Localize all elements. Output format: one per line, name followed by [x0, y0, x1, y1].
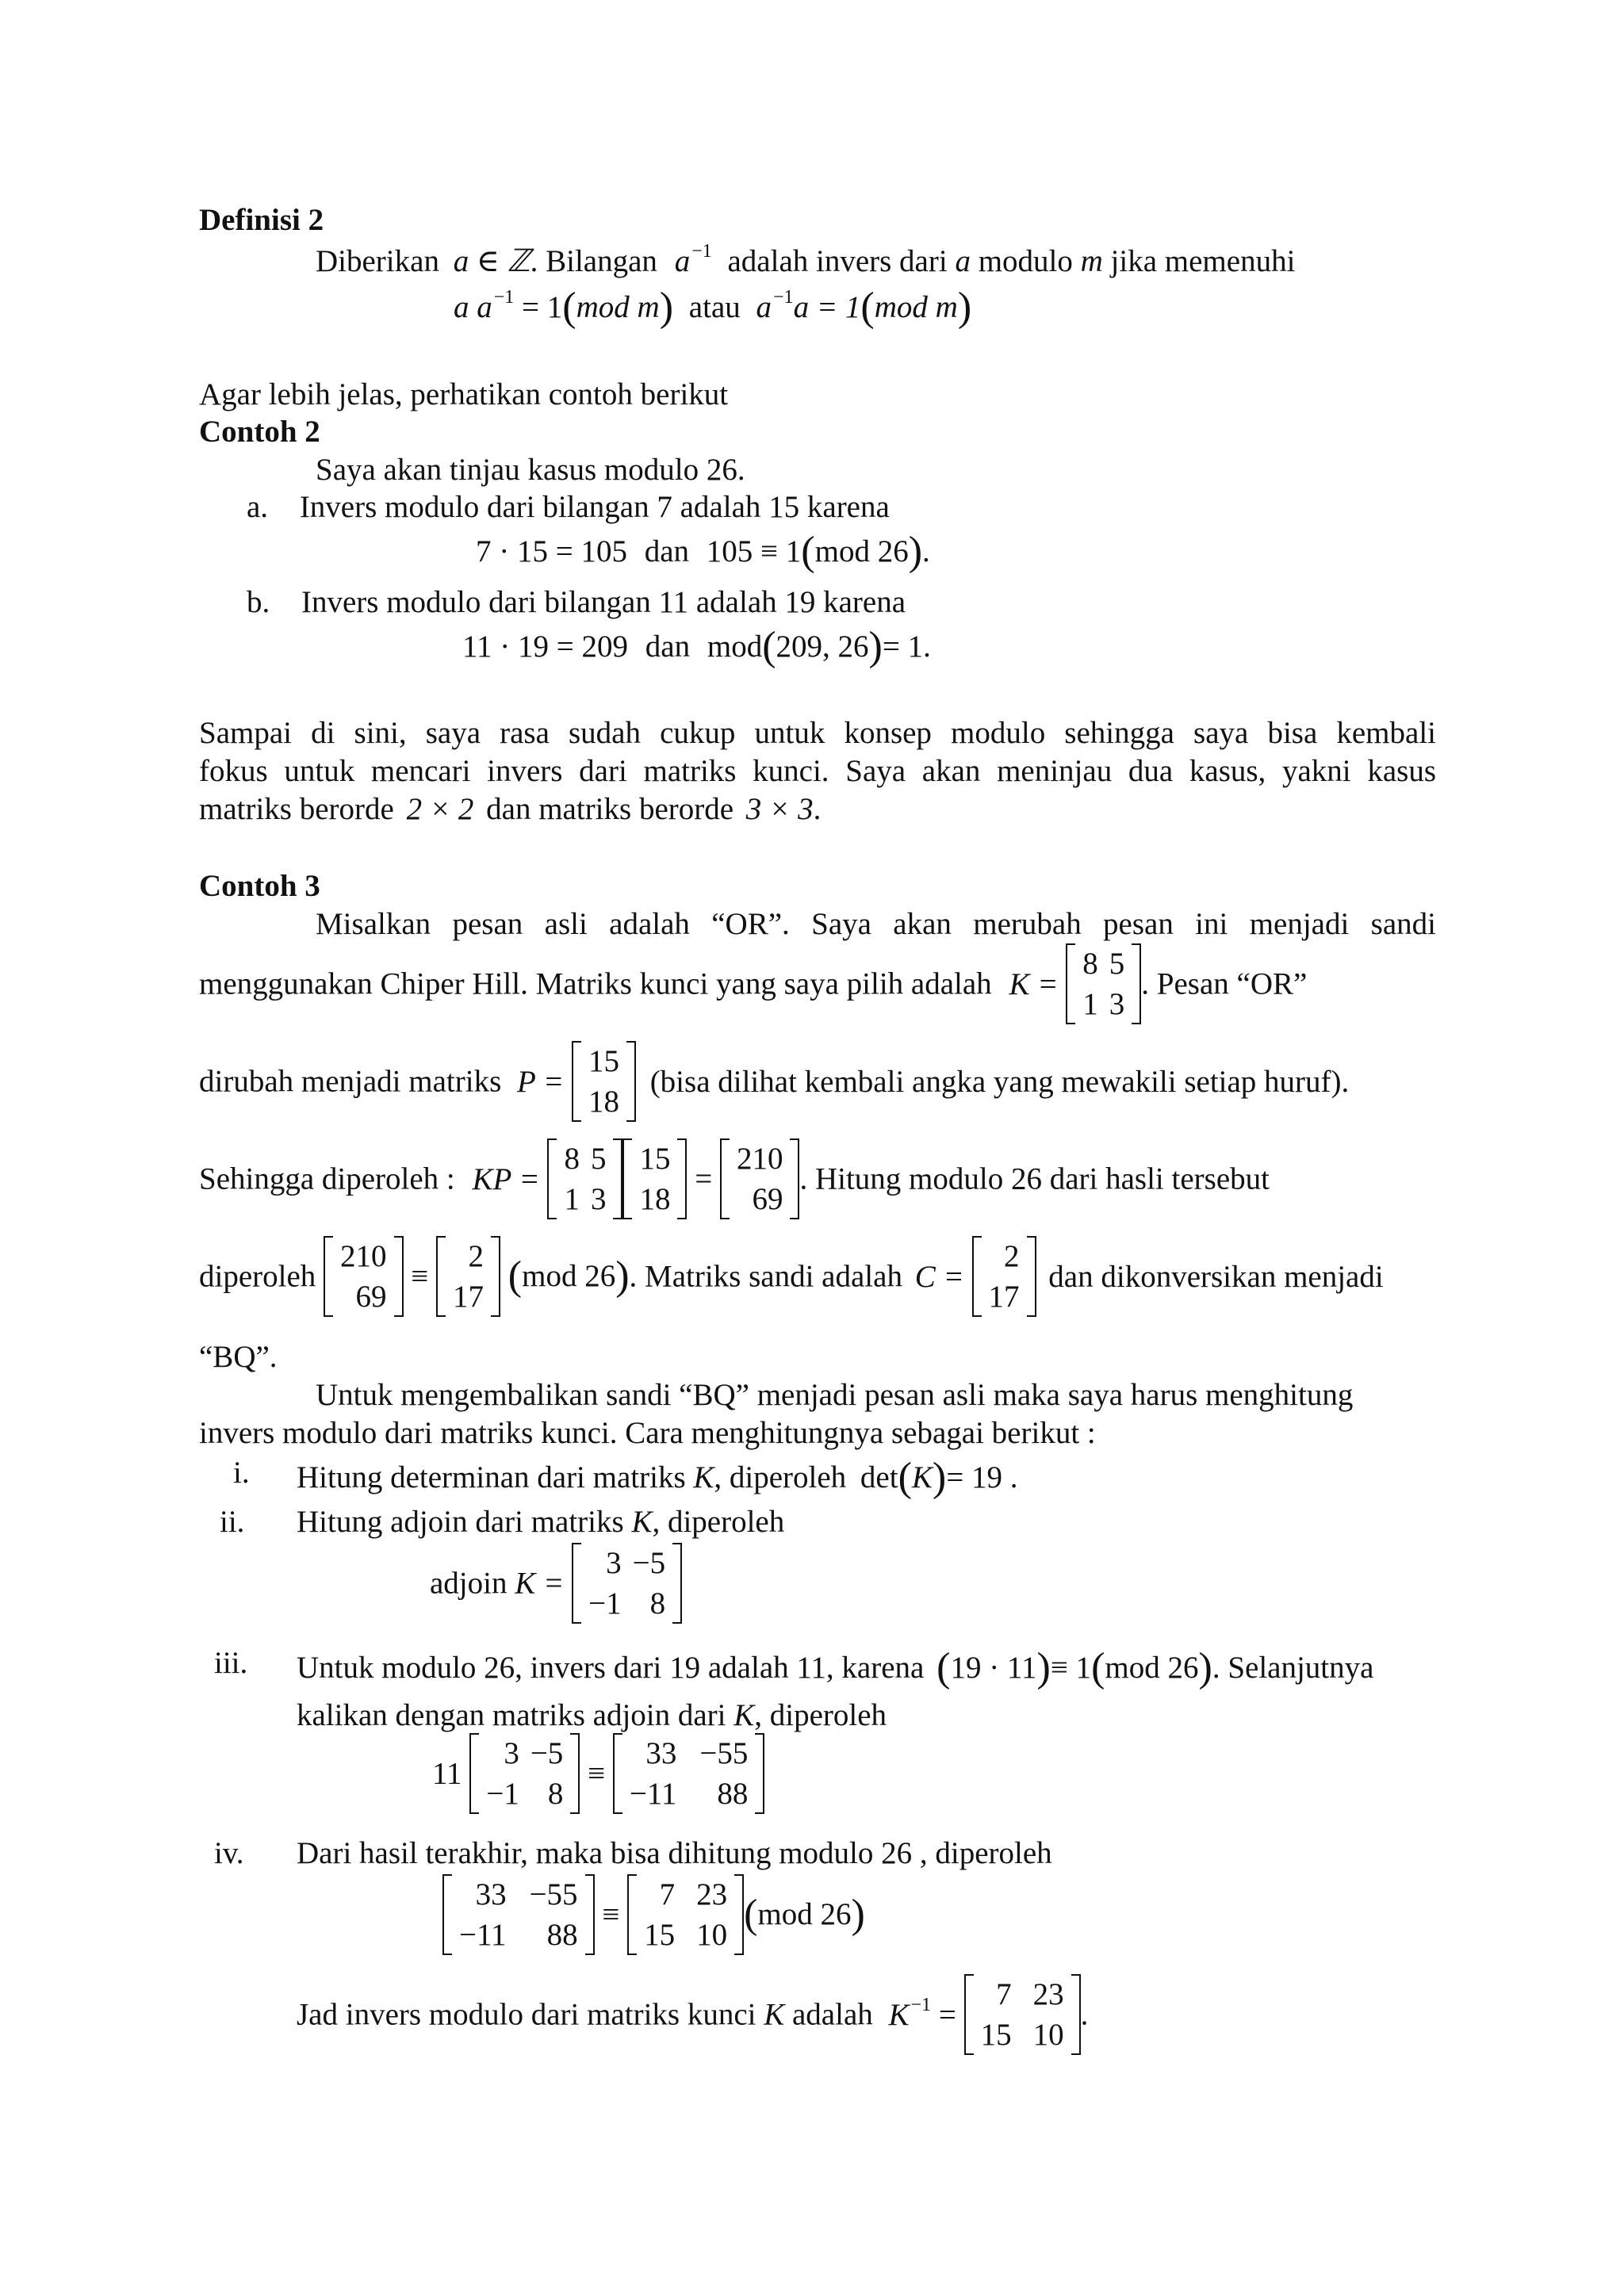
inverse-key-matrix: 7 23 15 10 [627, 1874, 744, 1955]
scaled-adjoint-matrix-repeat: 33 −55 −11 88 [442, 1874, 595, 1955]
cipher-text: “BQ”. [199, 1340, 278, 1374]
scalar-multiplication-line: 11 3 −5 −1 8 ≡ 33 −55 −11 88 [432, 1733, 764, 1814]
example-3-line-1: Misalkan pesan asli adalah “OR”. Saya akan merubah pesan ini menjadi sandi [316, 907, 1436, 941]
paragraph-line-3: matriks berorde 2 × 2 dan matriks berorde 3 × 3. [199, 792, 822, 826]
example-2-line-1: Saya akan tinjau kasus modulo 26. [316, 453, 745, 487]
step-ii: ii. Hitung adjoin dari matriks K, diperoleh [220, 1505, 785, 1539]
cipher-matrix: 2 17 [436, 1236, 500, 1317]
kp-result-matrix: 210 69 [720, 1138, 800, 1219]
plaintext-matrix-repeat: 15 18 [622, 1138, 687, 1219]
cipher-matrix-repeat: 2 17 [972, 1236, 1036, 1317]
key-matrix-line: menggunakan Chiper Hill. Matriks kunci yang saya pilih adalah K = 8 5 1 3 . Pesan “OR” [199, 943, 1307, 1024]
step-i: i. Hitung determinan dari matriks K, diperoleh det(K)= 19 . [233, 1455, 1018, 1500]
key-matrix: 8 5 1 3 [1066, 943, 1141, 1024]
definition-title: Definisi 2 [199, 203, 324, 237]
mod-result-line: diperoleh 210 69 ≡ 2 17 (mod 26). Matriks sandi adalah C = 2 17 dan dikonversikan menjadi [199, 1236, 1384, 1317]
example-2-item-a: a. Invers modulo dari bilangan 7 adalah 15 karena [247, 490, 890, 524]
example-3-title: Contoh 3 [199, 869, 320, 903]
scaled-adjoint-matrix: 33 −55 −11 88 [613, 1733, 765, 1814]
example-3-line-7: Untuk mengembalikan sandi “BQ” menjadi pesan asli maka saya harus menghitung [316, 1378, 1354, 1412]
step-iv: iv. Dari hasil terakhir, maka bisa dihitung modulo 26 , diperoleh [214, 1836, 1052, 1870]
example-2-title: Contoh 2 [199, 415, 320, 449]
adjoint-line: adjoin K = 3 −5 −1 8 [430, 1543, 682, 1624]
final-statement-line: Jad invers modulo dari matriks kunci K adalah $K^{-1}$ = 7 23 15 10 . [297, 1974, 1088, 2055]
key-matrix-repeat: 8 5 1 3 [547, 1138, 622, 1219]
inverse-key-matrix-final: 7 23 15 10 [964, 1974, 1081, 2055]
plaintext-matrix-line: dirubah menjadi matriks P = 15 18 (bisa dilihat kembali angka yang mewakili setiap huruf). [199, 1041, 1349, 1122]
example-3-line-8: invers modulo dari matriks kunci. Cara menghitungnya sebagai berikut : [199, 1416, 1096, 1450]
paragraph-line-2: fokus untuk mencari invers dari matriks kunci. Saya akan meninjau dua kasus, yakni kasus [199, 754, 1436, 788]
example-2-item-b-equation: 11 · 19 = 209 dan mod(209, 26)= 1. [462, 624, 931, 669]
adjoint-matrix: 3 −5 −1 8 [572, 1543, 682, 1624]
example-2-item-a-equation: 7 · 15 = 105 dan 105 ≡ 1(mod 26). [476, 529, 930, 574]
definition-line-1: Diberikan a ∈ ℤ. Bilangan $a^{-1}$ adalah invers dari a modulo m jika memenuhi [316, 241, 1296, 278]
paragraph-line-1: Sampai di sini, saya rasa sudah cukup untuk konsep modulo sehingga saya bisa kembali [199, 716, 1436, 750]
plaintext-matrix: 15 18 [572, 1041, 636, 1122]
adjoint-matrix-repeat: 3 −5 −1 8 [469, 1733, 580, 1814]
mod-reduction-line: 33 −55 −11 88 ≡ 7 23 15 10 (mod 26) [442, 1874, 865, 1955]
step-iii: iii. Untuk modulo 26, invers dari 19 adalah 11, karena (19 · 11)≡ 1(mod 26). Selanjutnya [214, 1645, 1374, 1690]
step-iii-line-2: kalikan dengan matriks adjoin dari K, diperoleh [297, 1698, 887, 1732]
kp-result-matrix-repeat: 210 69 [324, 1236, 404, 1317]
kp-product-line: Sehingga diperoleh : KP = 8 5 1 3 15 18 = 210 69 . Hitung modulo 26 dari hasli tersebut [199, 1138, 1270, 1219]
example-2-item-b: b. Invers modulo dari bilangan 11 adalah 19 karena [247, 585, 906, 619]
inverse-condition-equation: a $a^{-1} = 1(mod$ m) atau $a^{-1}a = 1(mod$ m) [454, 285, 972, 330]
intro-text: Agar lebih jelas, perhatikan contoh berikut [199, 377, 729, 411]
